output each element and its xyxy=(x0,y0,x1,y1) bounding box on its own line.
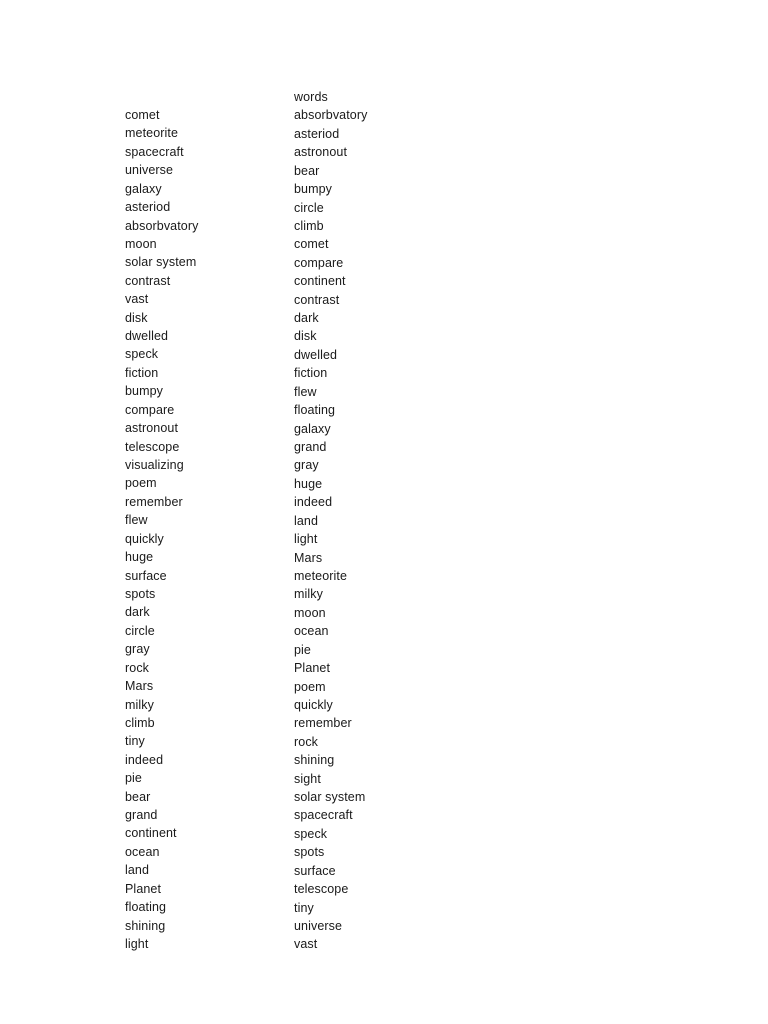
word-list-item: Mars xyxy=(125,679,154,694)
word-list-item: bear xyxy=(294,163,320,178)
word-list-item: floating xyxy=(294,403,336,418)
word-list-item: continent xyxy=(294,274,346,289)
word-list-item: speck xyxy=(294,826,328,841)
word-list-item: vast xyxy=(125,292,149,307)
word-list-item: asteriod xyxy=(294,126,340,141)
word-list-item: dwelled xyxy=(294,347,338,362)
word-list-item: light xyxy=(125,936,149,951)
word-list-item: milky xyxy=(294,587,323,602)
word-list-item: absorbvatory xyxy=(125,218,199,233)
word-list-item: comet xyxy=(125,108,160,122)
word-list-item: gray xyxy=(294,458,319,473)
word-list-item: circle xyxy=(125,623,155,638)
word-list-item: fiction xyxy=(125,365,159,380)
word-list-item: indeed xyxy=(125,752,164,767)
word-list-item: quickly xyxy=(294,697,333,712)
word-list-item: compare xyxy=(294,255,344,270)
word-list-item: bumpy xyxy=(125,384,164,399)
word-list-item: Mars xyxy=(294,550,323,565)
column-header: words xyxy=(294,90,328,104)
word-list-item: pie xyxy=(294,642,311,657)
word-list-item: quickly xyxy=(125,531,164,546)
word-list-item: light xyxy=(294,532,318,547)
word-list-unsorted xyxy=(125,106,198,953)
word-list-item: spots xyxy=(125,586,156,601)
word-list-item: rock xyxy=(294,734,319,749)
word-list-item: absorbvatory xyxy=(294,108,368,123)
word-list-item: poem xyxy=(294,679,326,694)
word-list-item: fiction xyxy=(294,366,328,381)
word-list-item: telescope xyxy=(125,439,180,454)
word-list-item: flew xyxy=(125,513,148,528)
word-list-item: astronout xyxy=(125,421,179,436)
word-list-item: land xyxy=(294,513,319,528)
word-list-item: contrast xyxy=(125,273,171,288)
word-list-item: flew xyxy=(294,384,317,399)
word-list-item: tiny xyxy=(125,734,145,749)
word-list-item: spacecraft xyxy=(294,808,353,823)
word-list-item: moon xyxy=(125,236,157,251)
word-list-item: sight xyxy=(294,771,321,786)
word-list-item: galaxy xyxy=(125,181,162,196)
word-list-item: meteorite xyxy=(294,568,348,583)
word-list-item: compare xyxy=(125,402,175,417)
word-list-item: indeed xyxy=(294,495,333,510)
word-list-item: universe xyxy=(294,918,343,933)
word-list-item: tiny xyxy=(294,900,314,915)
word-list-item: continent xyxy=(125,826,177,841)
word-list-item: spots xyxy=(294,845,325,860)
word-list-item: speck xyxy=(125,347,159,362)
word-list-item: shining xyxy=(125,918,166,933)
word-list-item: astronout xyxy=(294,145,348,160)
word-list-item: surface xyxy=(294,863,336,878)
word-list-item: moon xyxy=(294,605,326,620)
word-list-item: dark xyxy=(125,605,150,620)
word-list-item: remember xyxy=(294,716,352,731)
word-list-item: disk xyxy=(294,329,317,344)
word-list-item: bumpy xyxy=(294,182,333,197)
word-list-item: solar system xyxy=(125,255,197,270)
word-list-item: gray xyxy=(125,642,150,657)
word-list-item: galaxy xyxy=(294,421,331,436)
word-list-item: huge xyxy=(125,550,154,565)
word-list-item: grand xyxy=(294,440,327,455)
word-list-item: vast xyxy=(294,937,318,952)
word-list-item: huge xyxy=(294,476,323,491)
word-list-item: ocean xyxy=(125,844,160,859)
word-list-item: Planet xyxy=(294,661,331,676)
word-list-item: milky xyxy=(125,697,154,712)
word-list-item: remember xyxy=(125,494,183,509)
word-list-item: dwelled xyxy=(125,329,169,344)
word-list-item: universe xyxy=(125,163,174,178)
word-list-item: shining xyxy=(294,753,335,768)
word-list-item: ocean xyxy=(294,624,329,639)
word-list-item: floating xyxy=(125,900,167,915)
word-list-item: comet xyxy=(294,237,329,252)
word-list-item: rock xyxy=(125,660,150,675)
word-list-item: disk xyxy=(125,310,148,325)
word-list-item: grand xyxy=(125,808,158,823)
word-list-item: circle xyxy=(294,200,324,215)
word-list-item: spacecraft xyxy=(125,144,184,159)
word-list-sorted xyxy=(294,88,367,954)
word-list-item: poem xyxy=(125,476,157,491)
word-list-item: climb xyxy=(125,715,155,730)
word-list-item: bear xyxy=(125,789,151,804)
word-list-item: climb xyxy=(294,218,324,233)
word-list-item: dark xyxy=(294,311,319,326)
word-list-item: land xyxy=(125,863,150,878)
word-list-item: pie xyxy=(125,771,142,786)
word-list-item: solar system xyxy=(294,790,366,805)
word-list-item: telescope xyxy=(294,882,349,897)
word-list-item: Planet xyxy=(125,881,162,896)
word-list-item: contrast xyxy=(294,292,340,307)
word-list-item: visualizing xyxy=(125,458,184,473)
word-list-item: asteriod xyxy=(125,200,171,215)
word-list-item: meteorite xyxy=(125,126,179,141)
word-list-item: surface xyxy=(125,568,167,583)
